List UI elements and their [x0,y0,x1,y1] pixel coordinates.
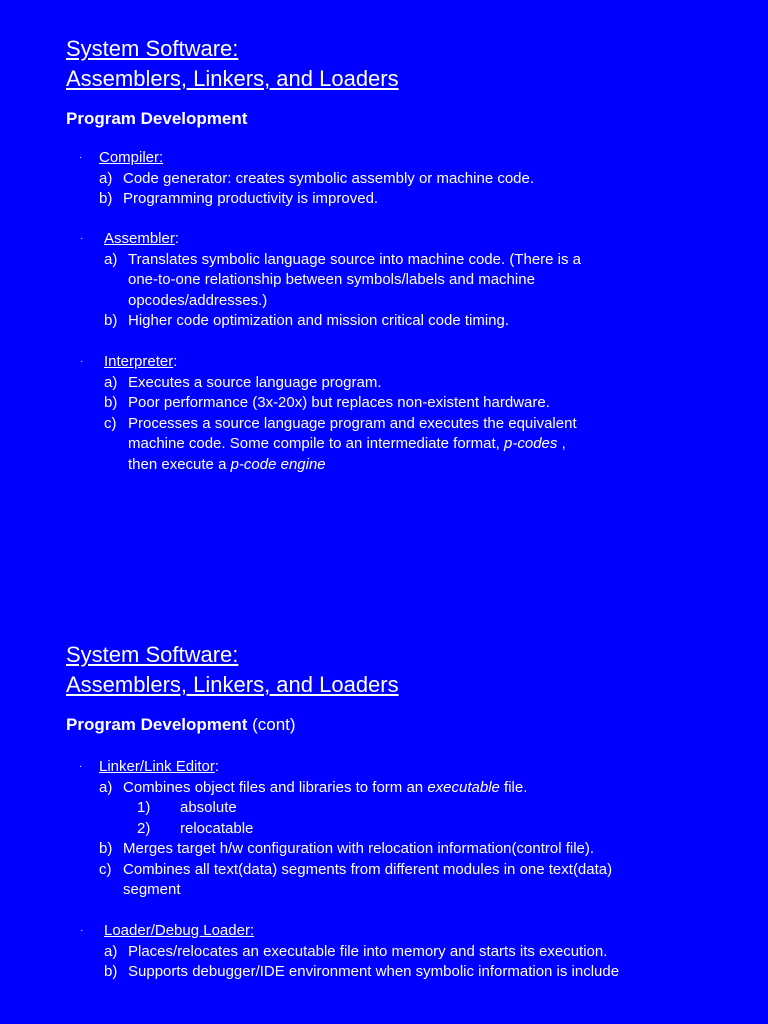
compiler-section [79,148,699,210]
item-marker: b) [104,394,118,411]
item-text: Supports debugger/IDE environment when symbolic information is include [128,963,620,980]
slide-subtitle: Program Development (cont) [66,715,296,734]
item-text: Places/relocates an executable file into memory and starts its execution. [128,942,608,960]
list-item [104,311,704,332]
linker-section: · Linker/Link Editor: a) Combines object files and libraries to form an executable file. 1) absolute 2) relocatable b) Merges target h/w configuration with relocation information(control file). c) Combines all text(data) segments from different modules in one text(data) segment [99,757,719,901]
item-text-line: Combines all text(data) segments from different modules in one text(data) [123,860,613,878]
bullet-icon: · [80,356,84,367]
compiler-heading: Compiler: [99,149,164,166]
title-line-2: Assemblers, Linkers, and Loaders [66,66,399,91]
item-text-line: then execute a p-code engine [128,455,326,473]
bullet-icon: · [80,925,84,936]
list-item [104,962,724,983]
bullet-icon: · [80,233,84,244]
interpreter-heading: Interpreter [104,353,174,370]
list-item [104,942,724,963]
assembler-heading: Assembler [104,230,175,247]
interpreter-section: · Interpreter: a) Executes a source language program. b) Poor performance (3x-20x) but replaces non-existent hardware. c) Processes a source language program and executes the equivalent machine code. Some compile to an intermediate format, p-codes , then execute a p-code engine [104,352,704,475]
sub-item-number: 2) [137,819,151,837]
list-item [99,169,699,190]
slide-title [66,640,399,700]
list-item [104,414,704,476]
slide-2 [0,606,768,1024]
item-marker: b) [104,963,118,980]
item-marker: a) [104,942,118,960]
item-text: Poor performance (3x-20x) but replaces non-existent hardware. [128,394,550,411]
item-marker: a) [99,169,113,187]
sub-list-item [99,819,719,840]
list-item [104,393,704,414]
cont-label: (cont) [247,715,296,734]
item-marker: b) [104,312,118,329]
linker-heading: Linker/Link Editor [99,758,215,775]
item-text: Programming productivity is improved. [123,190,379,207]
item-marker: a) [104,250,118,268]
bullet-icon: · [79,152,83,163]
sub-item-number: 1) [137,799,151,816]
loader-section [80,921,724,983]
sub-list-item [99,798,719,819]
item-text-line: Processes a source language program and executes the equivalent [128,414,577,432]
item-text: Code generator: creates symbolic assembly or machine code. [123,169,535,187]
bullet-icon: · [79,761,83,772]
p-codes-term: p-codes [504,435,558,452]
list-item [99,839,719,860]
item-marker: a) [104,373,118,391]
p-code-engine-term: p-code engine [230,455,326,473]
item-text-line: machine code. Some compile to an intermediate format, p-codes , [128,435,566,452]
item-marker: b) [99,840,113,857]
item-marker: a) [99,778,113,796]
assembler-section: · Assembler: a) Translates symbolic language source into machine code. (There is a one-to-one relationship between symbols/labels and machine opcodes/addresses.) b) Higher code optimization and mission critical code timing. [104,229,704,332]
loader-heading: Loader/Debug Loader: [104,922,255,939]
title-line-1: System Software: [66,36,239,61]
item-marker: b) [99,190,113,207]
list-item [104,250,704,312]
list-item: a) Combines object files and libraries to form an executable file. [99,778,719,799]
list-item [104,373,704,394]
slide-title [66,34,399,94]
item-text: Higher code optimization and mission critical code timing. [128,312,510,329]
sub-item-text: absolute [180,799,237,816]
item-text-line: one-to-one relationship between symbols/labels and machine [128,271,535,288]
list-item [99,860,719,901]
item-text-line: Merges target h/w configuration with relocation information(control file). [123,840,595,857]
item-marker: c) [104,414,117,432]
title-line-2: Assemblers, Linkers, and Loaders [66,672,399,697]
executable-term: executable [427,778,500,796]
list-item [99,189,699,210]
item-text: Executes a source language program. [128,373,382,391]
title-line-1: System Software: [66,642,239,667]
item-text-line: segment [123,881,181,898]
item-marker: c) [99,860,112,878]
sub-item-text: relocatable [180,819,254,837]
item-text-line: opcodes/addresses.) [128,291,268,309]
item-text-line: Translates symbolic language source into machine code. (There is a [128,250,582,268]
slide-subtitle: Program Development [66,109,248,128]
